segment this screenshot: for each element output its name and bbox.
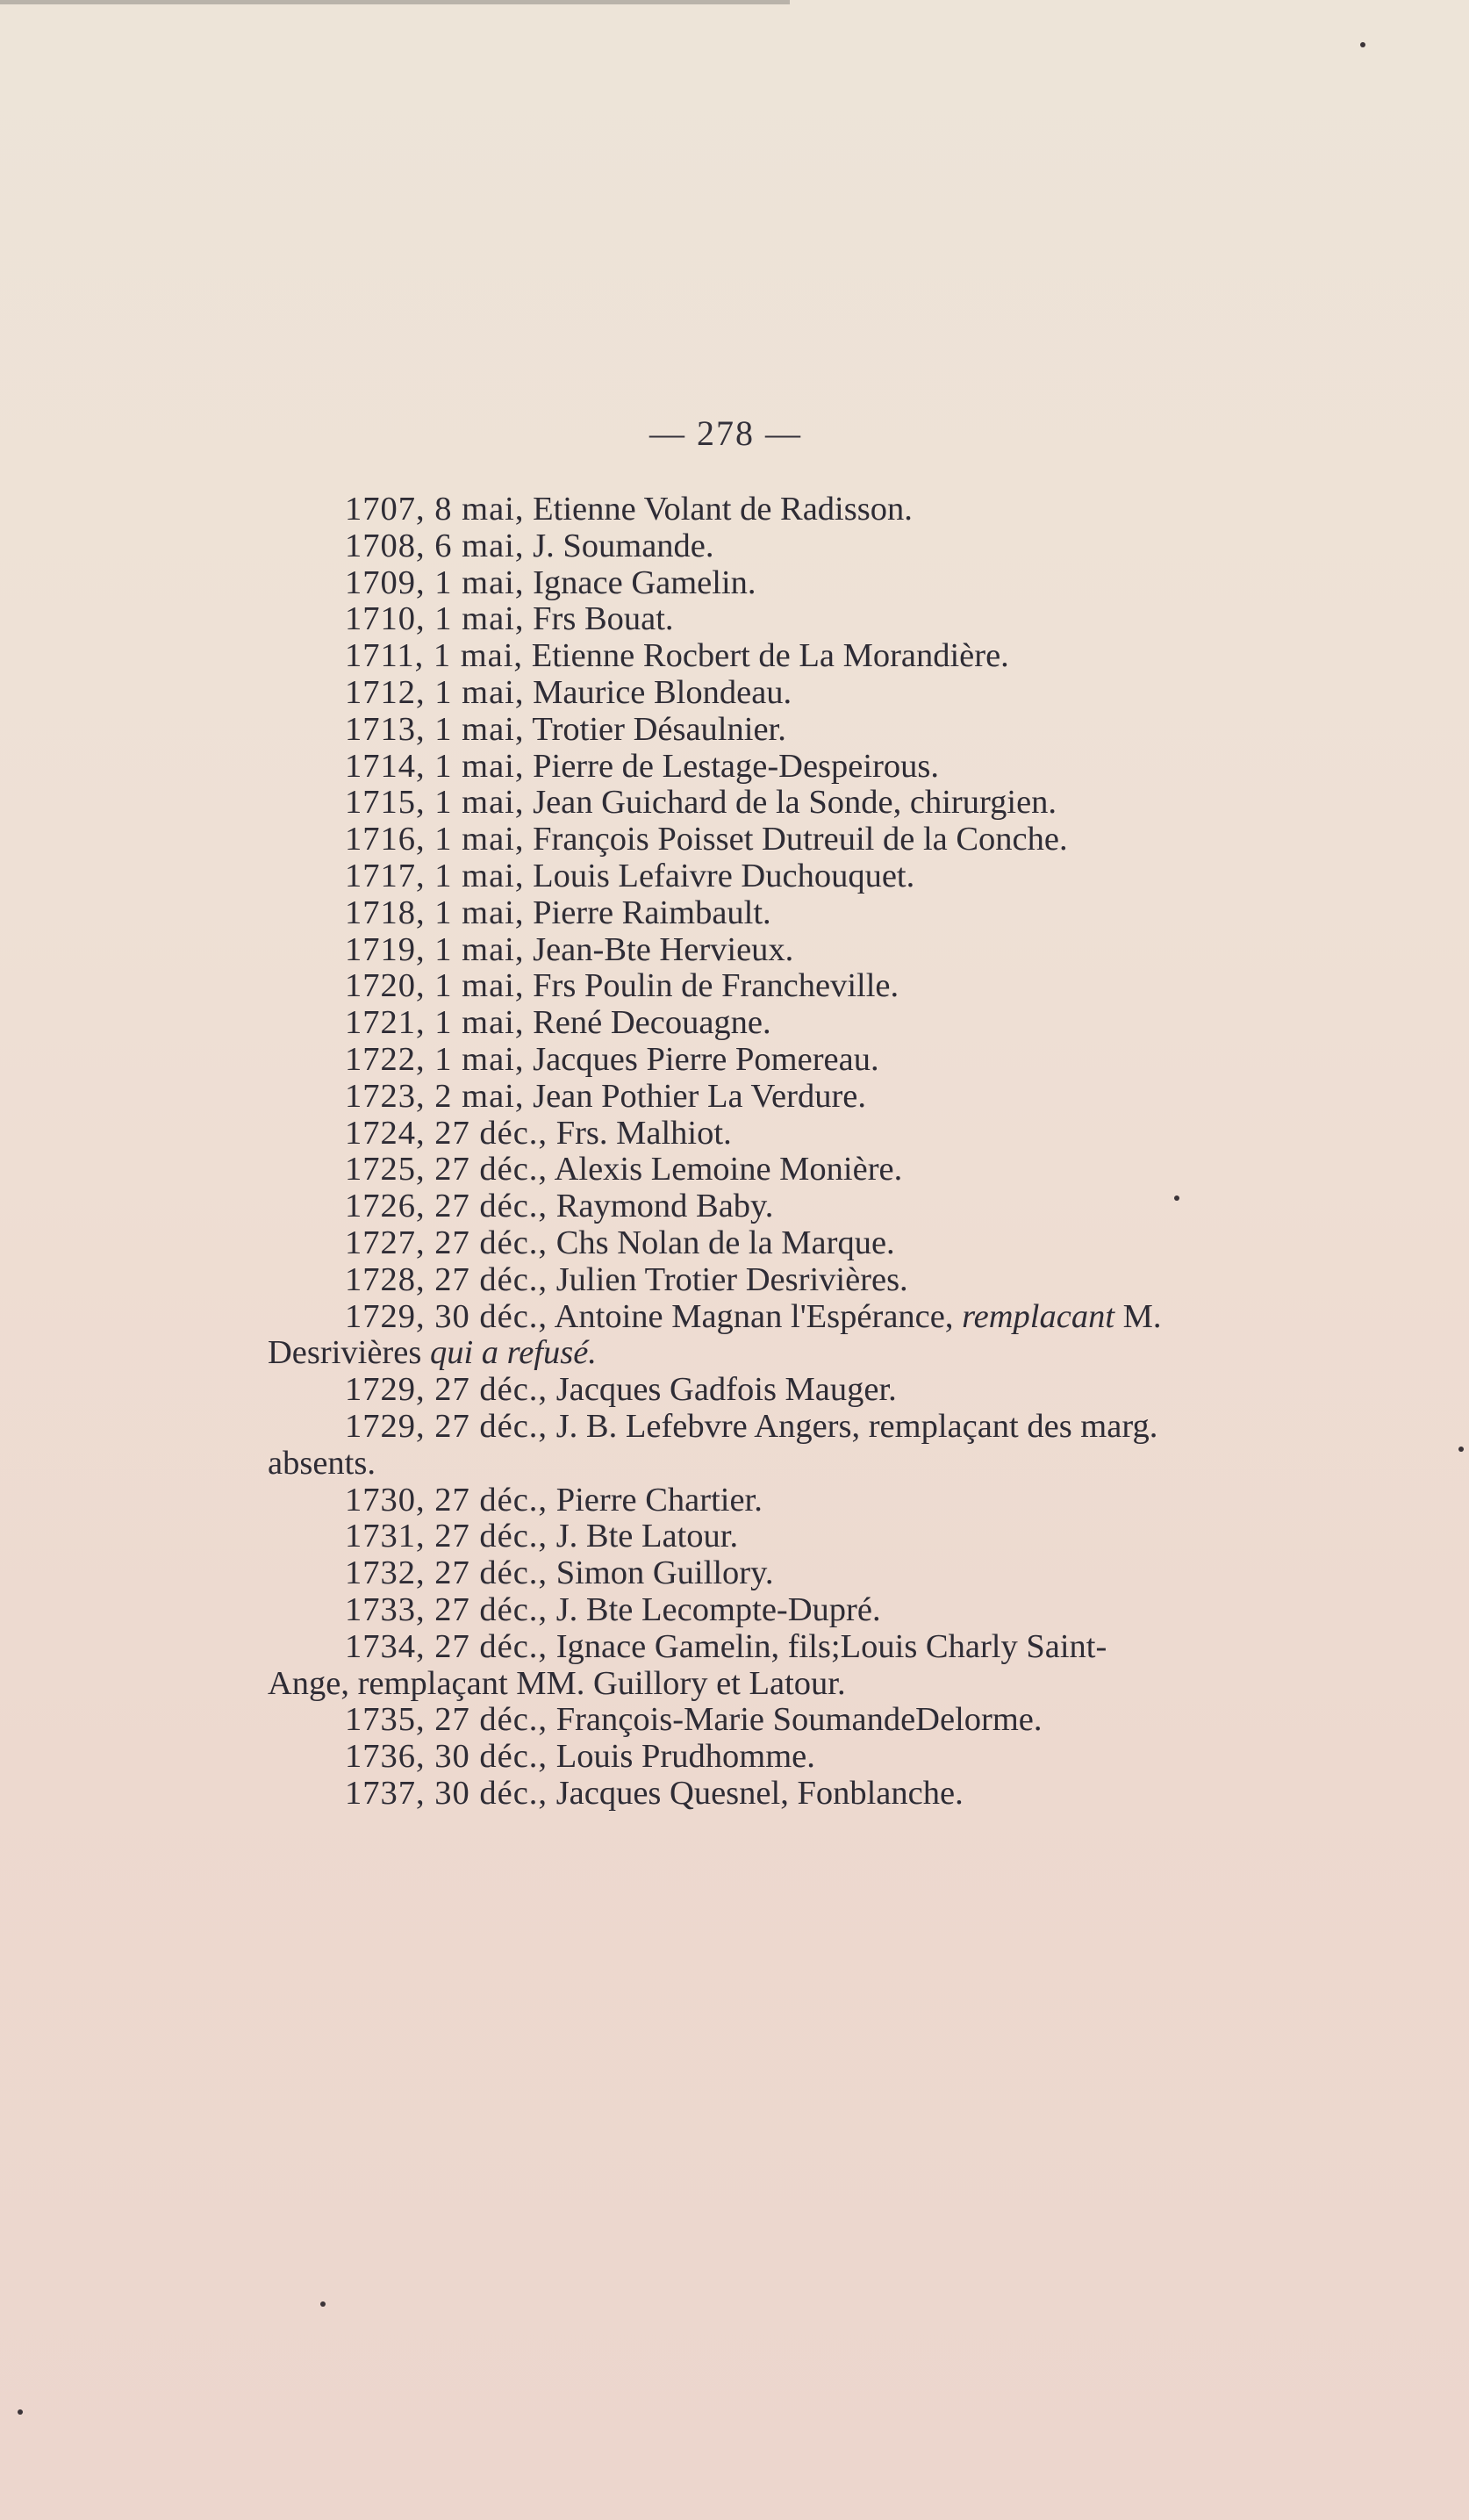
list-item bbox=[268, 638, 1180, 675]
entry-date: 1723, 2 mai, bbox=[345, 1077, 525, 1115]
paper-speck bbox=[320, 2301, 326, 2307]
entry-text: Jacques Gadfois Mauger. bbox=[555, 1371, 897, 1409]
list-item bbox=[268, 1483, 1180, 1519]
entry-text: François Poisset Dutreuil de la Conche. bbox=[533, 821, 1068, 858]
entry-date: 1718, 1 mai, bbox=[345, 894, 525, 931]
entry-text: Trotier Désaulnier. bbox=[532, 710, 786, 748]
list-item bbox=[268, 528, 1180, 565]
list-item bbox=[268, 1409, 1180, 1483]
entry-text: Louis Prudhomme. bbox=[555, 1738, 815, 1776]
entry-date: 1736, 30 déc., bbox=[345, 1738, 548, 1776]
entry-italic-text: qui a refusé. bbox=[429, 1334, 597, 1372]
entry-text: Alexis Lemoine Monière. bbox=[554, 1151, 903, 1188]
entry-date: 1712, 1 mai, bbox=[345, 673, 525, 711]
entry-text: Etienne Rocbert de La Morandière. bbox=[531, 637, 1009, 675]
entry-date: 1727, 27 déc., bbox=[345, 1224, 548, 1261]
entry-text: Jacques Pierre Pomereau. bbox=[533, 1040, 879, 1078]
entry-date: 1709, 1 mai, bbox=[345, 564, 525, 601]
entry-date: 1731, 27 déc., bbox=[345, 1518, 548, 1555]
entry-date: 1710, 1 mai, bbox=[345, 600, 525, 638]
list-item bbox=[268, 1592, 1180, 1629]
paper-speck bbox=[18, 2409, 23, 2415]
list-item bbox=[268, 1776, 1180, 1813]
entry-text: Pierre de Lestage-Despeirous. bbox=[533, 747, 939, 785]
entry-text: Ignace Gamelin, fils;Louis Charly Saint-Ange, remplaçant MM. Guillory et Latour. bbox=[268, 1627, 1107, 1702]
entry-date: 1729, 30 déc., bbox=[345, 1297, 548, 1335]
entry-text: Jacques Quesnel, Fonblanche. bbox=[555, 1774, 964, 1812]
list-item bbox=[268, 1518, 1180, 1555]
entry-date: 1725, 27 déc., bbox=[345, 1151, 548, 1188]
entry-text: Ignace Gamelin. bbox=[533, 564, 756, 601]
list-item bbox=[268, 895, 1180, 932]
entry-text: Antoine Magnan l'Espérance, bbox=[554, 1297, 954, 1335]
list-item bbox=[268, 858, 1180, 895]
entry-text: Raymond Baby. bbox=[555, 1188, 774, 1225]
entry-date: 1713, 1 mai, bbox=[345, 710, 525, 748]
entry-date: 1726, 27 déc., bbox=[345, 1188, 548, 1225]
entry-text: Jean Guichard de la Sonde, chirurgien. bbox=[533, 784, 1057, 822]
list-item bbox=[268, 749, 1180, 786]
list-item bbox=[268, 1005, 1180, 1042]
paper-speck bbox=[1360, 42, 1365, 47]
paper-speck bbox=[1174, 1195, 1179, 1201]
list-item bbox=[268, 1555, 1180, 1592]
list-item bbox=[268, 1042, 1180, 1079]
entry-text: Pierre Chartier. bbox=[555, 1481, 763, 1518]
entry-date: 1737, 30 déc., bbox=[345, 1774, 548, 1812]
list-item bbox=[268, 1188, 1180, 1225]
entry-text: Simon Guillory. bbox=[555, 1554, 774, 1592]
entry-text: Jean-Bte Hervieux. bbox=[533, 930, 794, 968]
list-item bbox=[268, 1225, 1180, 1262]
top-edge-rule bbox=[0, 0, 790, 4]
entry-text: J. Soumande. bbox=[533, 527, 714, 564]
entry-text: Pierre Raimbault. bbox=[533, 894, 771, 931]
entry-text: Frs. Malhiot. bbox=[555, 1114, 732, 1152]
entry-date: 1729, 27 déc., bbox=[345, 1371, 548, 1409]
list-item bbox=[268, 1299, 1180, 1373]
list-item bbox=[268, 565, 1180, 602]
entry-text: Etienne Volant de Radisson. bbox=[533, 491, 913, 528]
list-item bbox=[268, 601, 1180, 638]
entry-date: 1728, 27 déc., bbox=[345, 1260, 548, 1298]
entry-list bbox=[268, 492, 1180, 1813]
list-item bbox=[268, 1702, 1180, 1739]
entry-date: 1711, 1 mai, bbox=[345, 637, 524, 675]
entry-date: 1714, 1 mai, bbox=[345, 747, 525, 785]
entry-date: 1719, 1 mai, bbox=[345, 930, 525, 968]
entry-text: Julien Trotier Desrivières. bbox=[555, 1260, 908, 1298]
entry-date: 1734, 27 déc., bbox=[345, 1627, 548, 1665]
entry-text-middle: M. Desrivières bbox=[268, 1297, 1162, 1372]
entry-text: Frs Bouat. bbox=[533, 600, 674, 638]
list-item bbox=[268, 822, 1180, 858]
entry-date: 1729, 27 déc., bbox=[345, 1407, 548, 1445]
entry-date: 1730, 27 déc., bbox=[345, 1481, 548, 1518]
entry-text: Frs Poulin de Francheville. bbox=[533, 967, 899, 1005]
entry-date: 1716, 1 mai, bbox=[345, 821, 525, 858]
list-item bbox=[268, 1739, 1180, 1776]
page-number: — 278 — bbox=[649, 413, 802, 453]
list-item bbox=[268, 675, 1180, 712]
entry-date: 1732, 27 déc., bbox=[345, 1554, 548, 1592]
entry-date: 1733, 27 déc., bbox=[345, 1590, 548, 1628]
entry-date: 1724, 27 déc., bbox=[345, 1114, 548, 1152]
entry-text: Maurice Blondeau. bbox=[533, 673, 792, 711]
list-item bbox=[268, 1372, 1180, 1409]
list-item bbox=[268, 1629, 1180, 1703]
entry-text: René Decouagne. bbox=[533, 1004, 771, 1042]
entry-date: 1715, 1 mai, bbox=[345, 784, 525, 822]
entry-date: 1707, 8 mai, bbox=[345, 491, 525, 528]
entry-italic-text: remplacant bbox=[962, 1297, 1115, 1335]
paper-speck bbox=[1458, 1447, 1464, 1452]
list-item bbox=[268, 968, 1180, 1005]
entry-text: J. B. Lefebvre Angers, remplaçant des marg. absents. bbox=[268, 1407, 1158, 1482]
entry-text: Chs Nolan de la Marque. bbox=[555, 1224, 895, 1261]
list-item bbox=[268, 1262, 1180, 1299]
list-item bbox=[268, 1152, 1180, 1188]
entry-date: 1717, 1 mai, bbox=[345, 857, 525, 894]
list-item bbox=[268, 932, 1180, 969]
list-item bbox=[268, 1116, 1180, 1152]
entry-date: 1735, 27 déc., bbox=[345, 1701, 548, 1739]
list-item bbox=[268, 1079, 1180, 1116]
entry-date: 1708, 6 mai, bbox=[345, 527, 525, 564]
entry-date: 1722, 1 mai, bbox=[345, 1040, 525, 1078]
entry-date: 1721, 1 mai, bbox=[345, 1004, 525, 1042]
entry-text: J. Bte Lecompte-Dupré. bbox=[555, 1590, 881, 1628]
entry-text: Jean Pothier La Verdure. bbox=[533, 1077, 866, 1115]
entry-date: 1720, 1 mai, bbox=[345, 967, 525, 1005]
entry-text: J. Bte Latour. bbox=[555, 1518, 739, 1555]
list-item bbox=[268, 492, 1180, 528]
entry-text: Louis Lefaivre Duchouquet. bbox=[533, 857, 915, 894]
entry-text: François-Marie SoumandeDelorme. bbox=[555, 1701, 1043, 1739]
list-item bbox=[268, 785, 1180, 822]
list-item bbox=[268, 712, 1180, 749]
